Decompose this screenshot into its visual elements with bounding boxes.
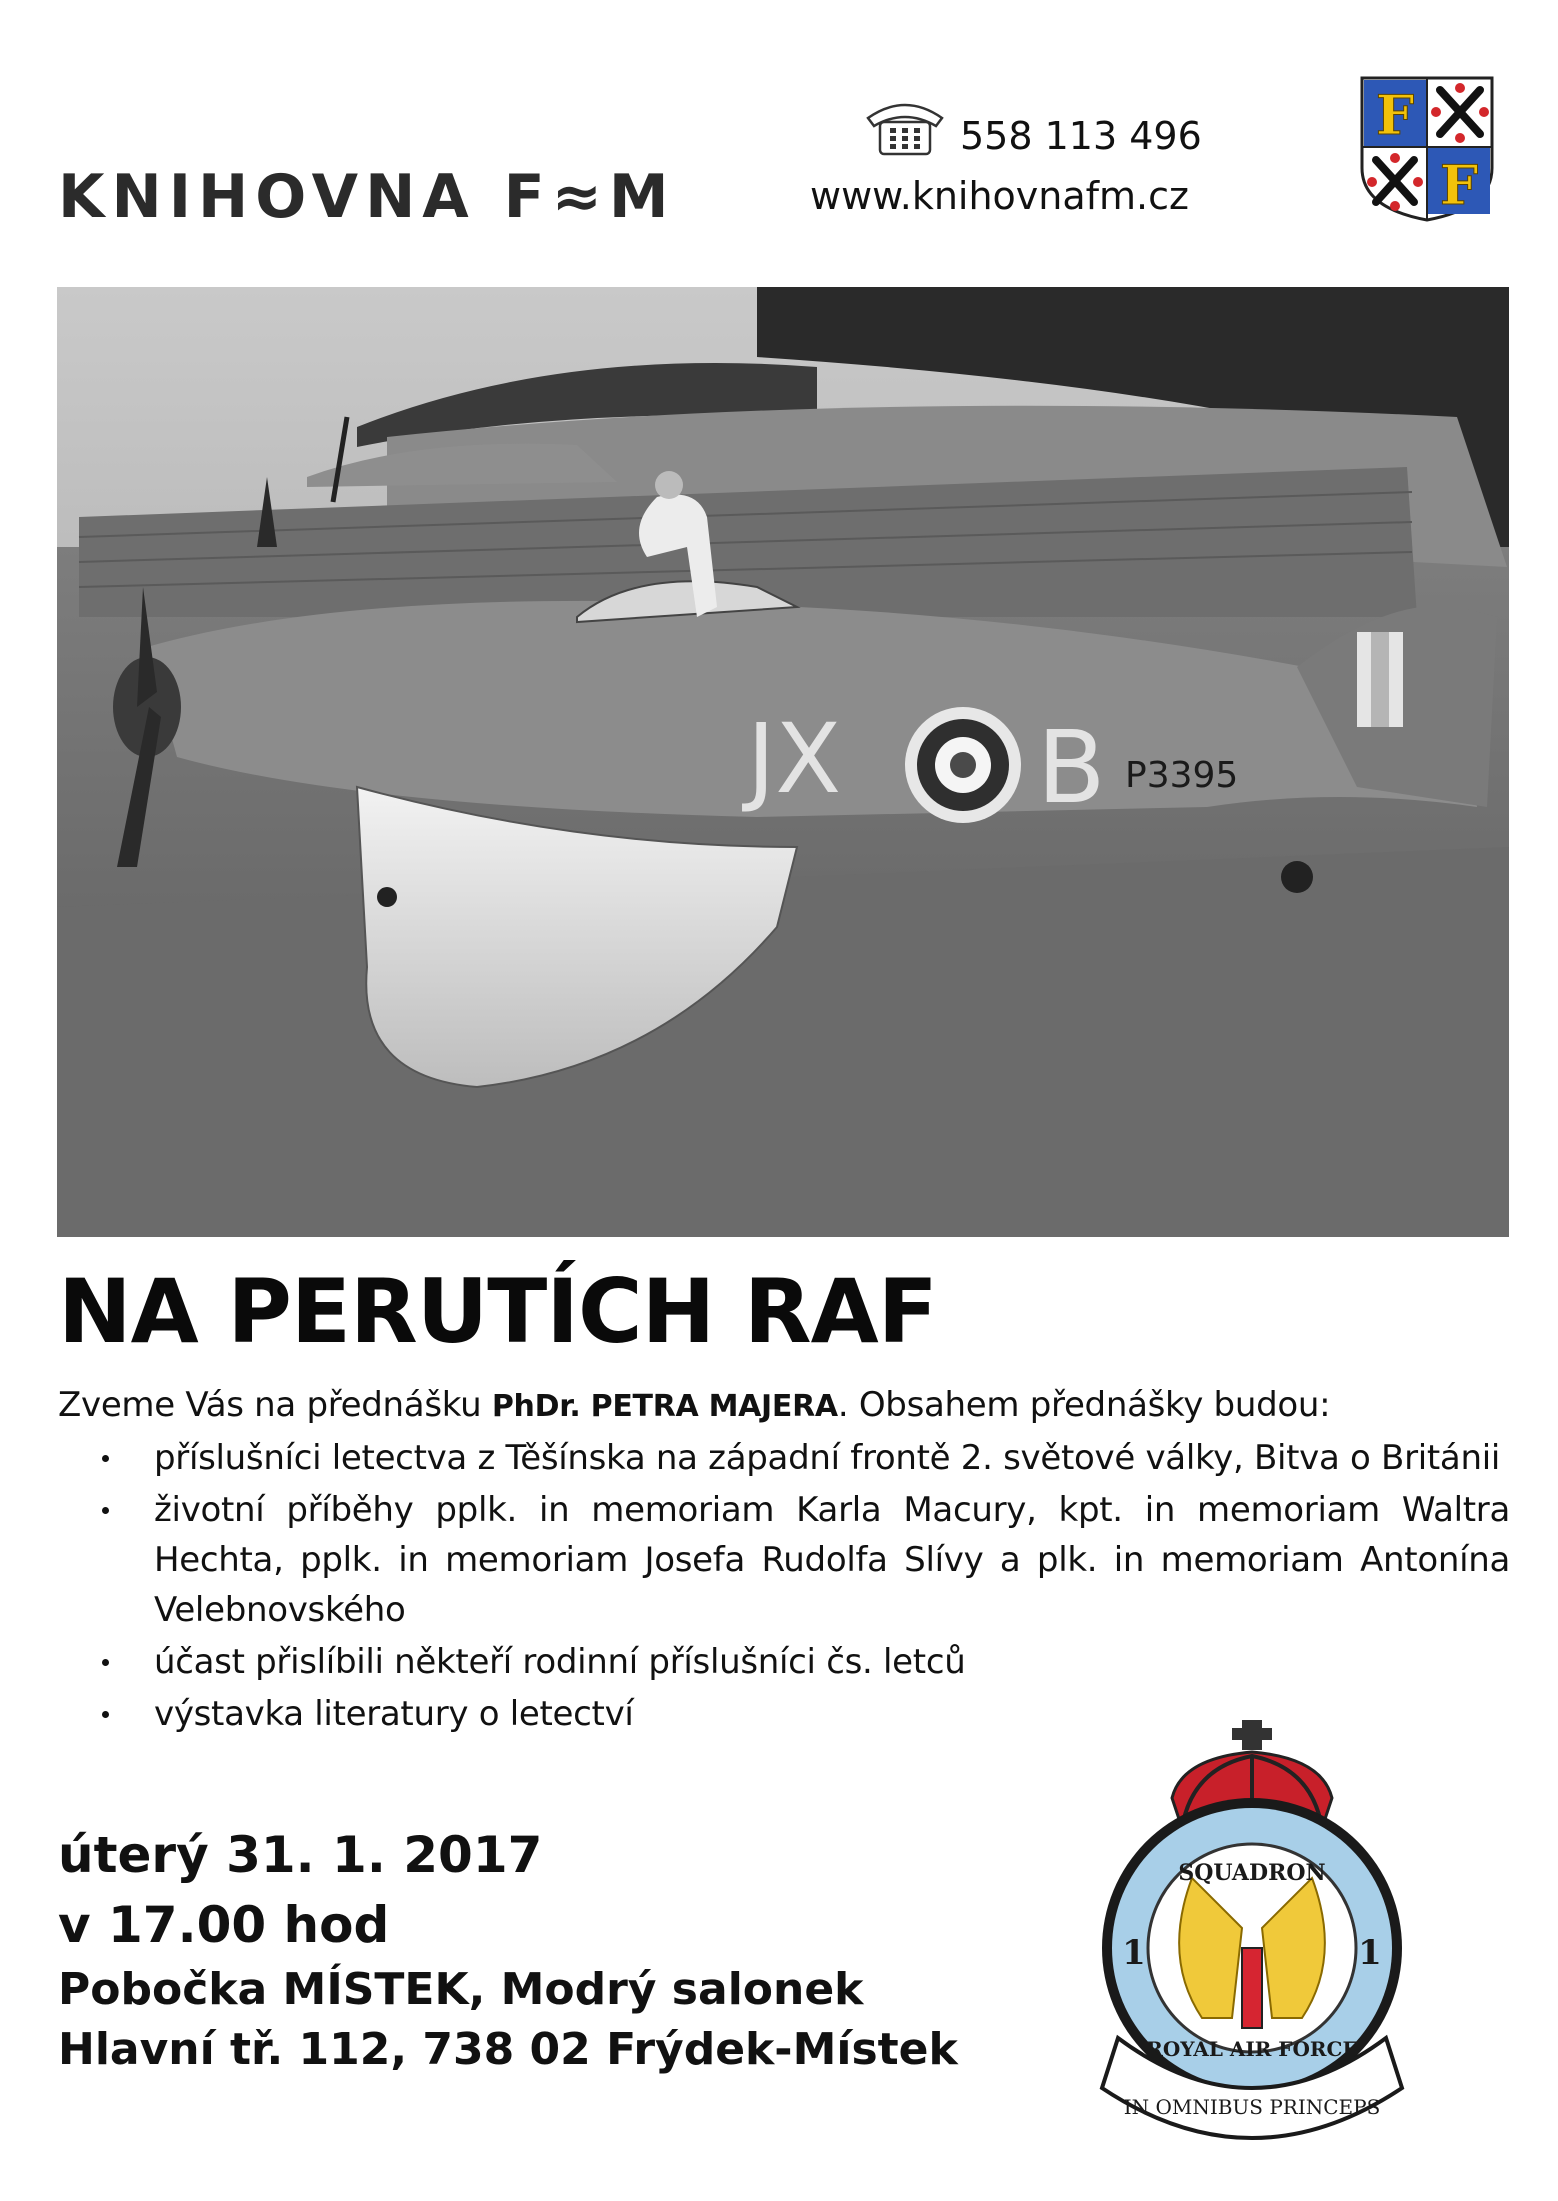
aircraft-code-right: B [1037, 709, 1106, 826]
intro-text-after: . Obsahem přednášky budou: [837, 1385, 1331, 1425]
bullet-icon [102, 1455, 109, 1462]
badge-number-right: 1 [1358, 1933, 1382, 1973]
list-item: výstavka literatury o letectví [58, 1689, 1510, 1739]
list-item: účast přislíbili někteří rodinní příslušníci čs. letců [58, 1637, 1510, 1687]
library-logo: KNIHOVNA F≈M [58, 162, 676, 232]
raf-roundel-icon [905, 707, 1021, 823]
event-details [58, 1820, 1058, 2080]
coat-of-arms-icon [1356, 72, 1498, 224]
hurricane-photo [57, 287, 1509, 1237]
aircraft-code-left: JX [747, 703, 842, 815]
event-place: Pobočka MÍSTEK, Modrý salonek [58, 1964, 864, 2015]
phone-number: 558 113 496 [960, 114, 1202, 158]
website-link[interactable]: www.knihovnafm.cz [810, 174, 1189, 218]
contact-block [800, 98, 1220, 228]
badge-motto: IN OMNIBUS PRINCEPS [1123, 2095, 1381, 2119]
intro-text-before: Zveme Vás na přednášku [58, 1385, 492, 1425]
aircraft-serial: P3395 [1125, 755, 1239, 796]
squadron-badge-icon [1082, 1718, 1422, 2160]
bullet-icon [102, 1507, 109, 1514]
badge-number-left: 1 [1122, 1933, 1146, 1973]
list-item: příslušníci letectva z Těšínska na západní frontě 2. světové války, Bitva o Británii [58, 1433, 1510, 1483]
badge-top-text: SQUADRON [1178, 1860, 1326, 1886]
svg-text:F: F [1439, 153, 1479, 217]
bullet-icon [102, 1711, 109, 1718]
page-title: NA PERUTÍCH RAF [58, 1260, 937, 1363]
speaker-name: PhDr. PETRA MAJERA [491, 1389, 838, 1424]
list-item: životní příběhy pplk. in memoriam Karla Macury, kpt. in memoriam Waltra Hechta, pplk. in memoriam Josefa Rudolfa Slívy a plk. in memoriam Antonína Velebnovského [58, 1485, 1510, 1635]
svg-text:F: F [1375, 83, 1415, 147]
topic-list [58, 1433, 1510, 1741]
bullet-icon [102, 1659, 109, 1666]
event-time: v 17.00 hod [58, 1896, 390, 1954]
event-date: úterý 31. 1. 2017 [58, 1826, 543, 1884]
badge-ring-text: ROYAL AIR FORCE [1146, 2037, 1358, 2061]
telephone-icon [862, 98, 948, 158]
event-address: Hlavní tř. 112, 738 02 Frýdek-Místek [58, 2024, 958, 2075]
intro-paragraph [58, 1385, 1510, 1425]
